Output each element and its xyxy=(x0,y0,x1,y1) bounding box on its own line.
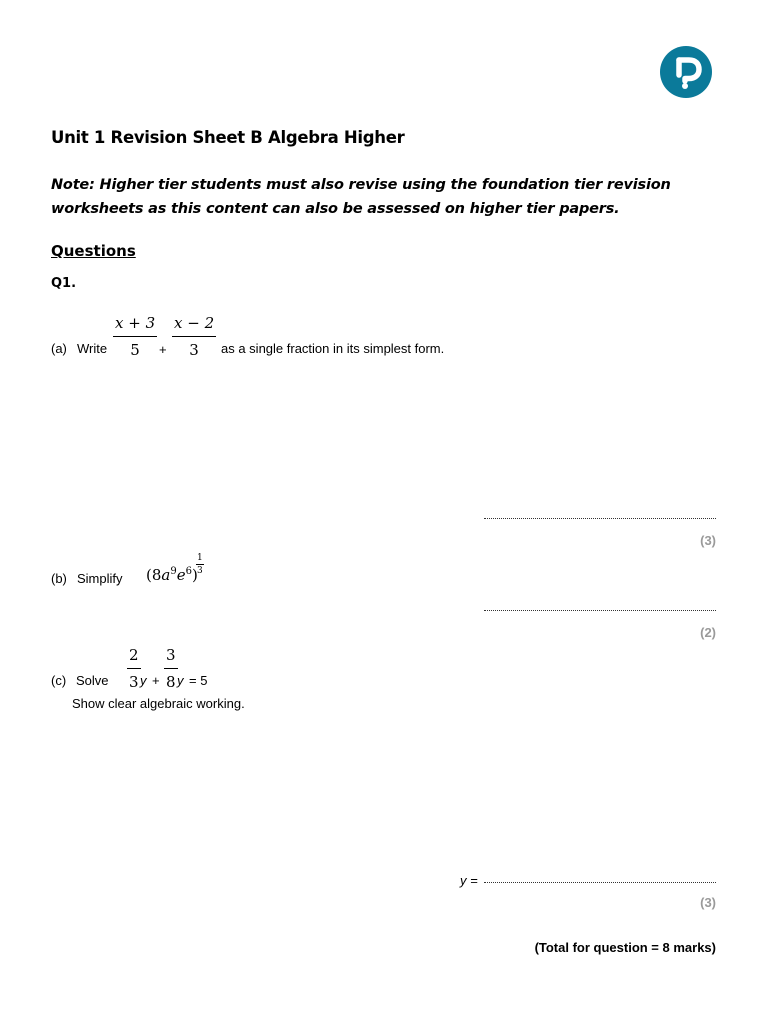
variable-e: e xyxy=(176,566,186,584)
fraction-numerator: x − 2 xyxy=(172,314,216,337)
answer-line-b xyxy=(484,610,716,611)
part-b-label: (b) xyxy=(51,571,67,586)
fraction-numerator: x + 3 xyxy=(113,314,157,337)
variable-y-1: y xyxy=(140,673,147,688)
fraction-denominator: 8 xyxy=(166,673,176,691)
question-number: Q1. xyxy=(51,276,77,291)
marks-b: (2) xyxy=(700,625,716,640)
marks-a: (3) xyxy=(700,533,716,548)
plus-sign: + xyxy=(159,342,167,357)
answer-label-y: y = xyxy=(460,873,478,888)
part-a-label: (a) xyxy=(51,341,67,356)
part-a-verb: Write xyxy=(77,341,108,356)
part-a-text: as a single fraction in its simplest form. xyxy=(221,341,445,356)
part-a-fraction-1 xyxy=(113,314,157,359)
part-c-verb: Solve xyxy=(76,673,109,688)
questions-heading: Questions xyxy=(51,242,136,260)
close-paren: ) xyxy=(192,566,198,584)
variable-y-2: y xyxy=(177,673,184,688)
total-marks: (Total for question = 8 marks) xyxy=(534,940,716,955)
equation-rhs: = 5 xyxy=(189,673,208,688)
fraction-denominator: 5 xyxy=(130,341,140,359)
marks-c: (3) xyxy=(700,895,716,910)
exponent-denominator: 3 xyxy=(197,566,203,576)
part-b-expression xyxy=(146,566,198,584)
fraction-denominator: 3 xyxy=(129,673,139,691)
fraction-numerator: 3 xyxy=(164,646,178,669)
pearson-logo-icon xyxy=(660,46,712,98)
outer-exponent-fraction xyxy=(196,553,204,576)
answer-line-a xyxy=(484,518,716,519)
part-c-instruction: Show clear algebraic working. xyxy=(72,696,245,711)
exponent-numerator: 1 xyxy=(197,553,203,563)
part-c-fraction-1 xyxy=(127,646,141,691)
part-b-verb: Simplify xyxy=(77,571,123,586)
note-paragraph: Note: Higher tier students must also revise using the foundation tier revision worksheets as this content can also be assessed on higher tier papers. xyxy=(51,177,671,217)
variable-a: a xyxy=(161,566,171,584)
fraction-denominator: 3 xyxy=(189,341,199,359)
part-a-fraction-2 xyxy=(172,314,216,359)
page-title: Unit 1 Revision Sheet B Algebra Higher xyxy=(51,128,405,147)
exponent-e: 6 xyxy=(185,566,192,577)
answer-line-c xyxy=(484,882,716,883)
fraction-numerator: 2 xyxy=(127,646,141,669)
exponent-a: 9 xyxy=(170,566,177,577)
plus-sign: + xyxy=(152,673,160,688)
expression-base: (8 xyxy=(146,566,162,584)
part-c-label: (c) xyxy=(51,673,67,688)
part-c-fraction-2 xyxy=(164,646,178,691)
